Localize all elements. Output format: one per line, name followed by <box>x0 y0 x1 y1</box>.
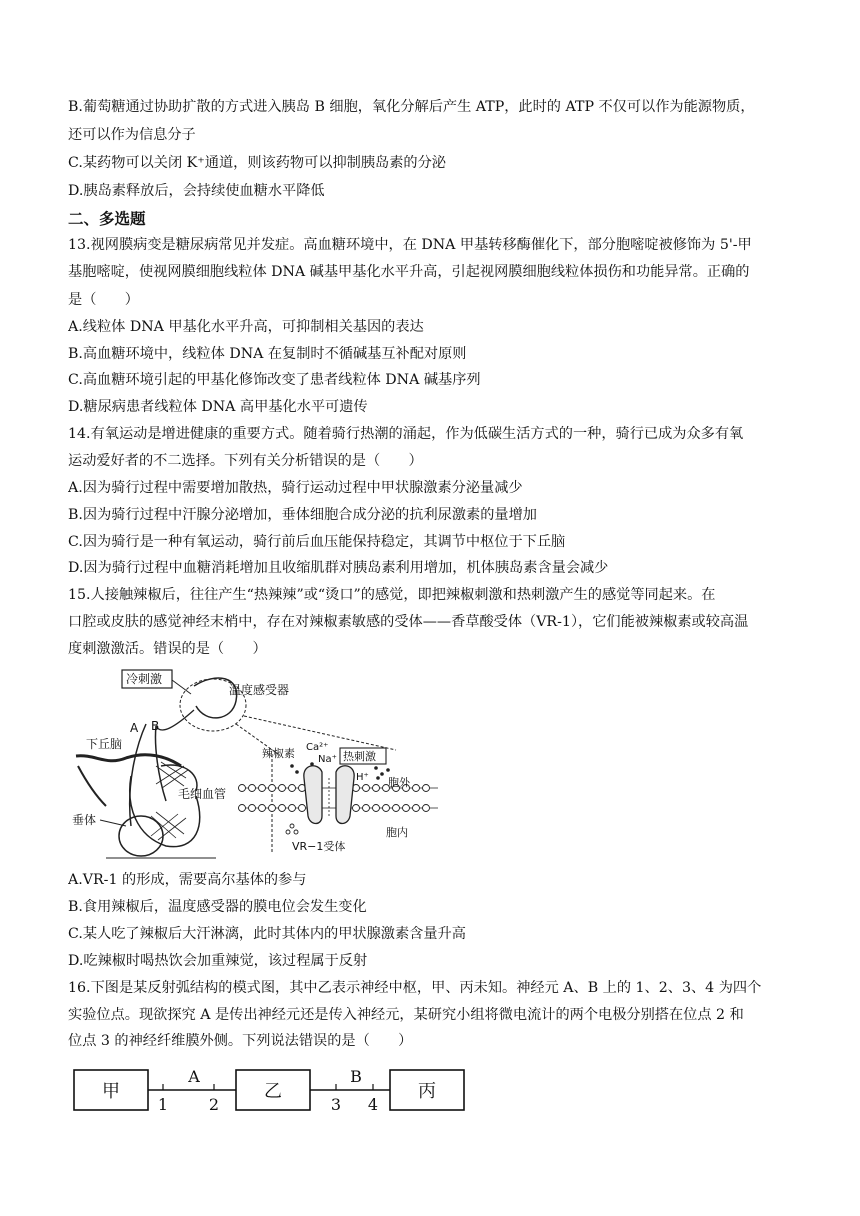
q13-stem-line1: 13.视网膜病变是糖尿病常见并发症。高血糖环境中，在 DNA 甲基转移酶催化下，部分胞嘧啶被修饰为 5'-甲 <box>68 237 752 253</box>
capsaicin-label: 辣椒素 <box>262 747 295 760</box>
q15-figure <box>66 666 496 868</box>
q13-option-d: D.糖尿病患者线粒体 DNA 高甲基化水平可遗传 <box>68 399 368 415</box>
q13-stem-line3: 是（ ） <box>68 292 139 308</box>
q15-stem-line2: 口腔或皮肤的感觉神经末梢中，存在对辣椒素敏感的受体——香草酸受体（VR-1），它们能被辣椒素或较高温 <box>68 614 749 630</box>
intracellular-label: 胞内 <box>386 826 408 839</box>
q13-option-a: A.线粒体 DNA 甲基化水平升高，可抑制相关基因的表达 <box>68 319 424 335</box>
heat-stimulus-label: 热刺激 <box>343 750 376 763</box>
q14-option-c: C.因为骑行是一种有氧运动，骑行前后血压能保持稳定，其调节中枢位于下丘脑 <box>68 534 566 550</box>
hypothalamus-label: 下丘脑 <box>86 737 123 751</box>
q14-option-b: B.因为骑行过程中汗腺分泌增加，垂体细胞合成分泌的抗利尿激素的量增加 <box>68 507 537 523</box>
site-4-label: 4 <box>367 1095 379 1114</box>
site-1-label: 1 <box>157 1095 169 1114</box>
q15-option-d: D.吃辣椒时喝热饮会加重辣觉，该过程属于反射 <box>68 953 368 969</box>
box-yi-label: 乙 <box>264 1081 282 1102</box>
cold-stimulus-label: 冷刺激 <box>126 672 163 686</box>
membrane-panel <box>238 742 438 853</box>
neuron-a-label: A <box>188 1067 200 1086</box>
pituitary-label: 垂体 <box>72 813 97 827</box>
site-3-label: 3 <box>330 1095 342 1114</box>
q15-option-c: C.某人吃了辣椒后大汗淋漓，此时其体内的甲状腺激素含量升高 <box>68 926 466 942</box>
neuron-b-label: B <box>350 1067 362 1086</box>
vr1-receptor-left <box>304 766 322 824</box>
extracellular-label: 胞外 <box>388 776 410 789</box>
q15-option-b: B.食用辣椒后，温度感受器的膜电位会发生变化 <box>68 899 367 915</box>
q16-stem-line2: 实验位点。现欲探究 A 是传出神经元还是传入神经元，某研究小组将微电流计的两个电极分别搭在位点 2 和 <box>68 1007 744 1023</box>
box-jia-label: 甲 <box>102 1081 120 1102</box>
q14-stem-line2: 运动爱好者的不二选择。下列有关分析错误的是（ ） <box>68 453 423 469</box>
capillary-label: 毛细血管 <box>178 787 227 801</box>
neuron-a-label: A <box>130 721 139 735</box>
sodium-label: Na⁺ <box>318 754 337 765</box>
q15-option-a: A.VR-1 的形成，需要高尔基体的参与 <box>68 872 307 888</box>
q12-option-b-line2: 还可以作为信息分子 <box>68 127 196 143</box>
vr1-receptor-right <box>336 766 354 824</box>
calcium-label: Ca²⁺ <box>306 742 329 753</box>
q13-stem-line2: 基胞嘧啶，使视网膜细胞线粒体 DNA 碱基甲基化水平升高，引起视网膜细胞线粒体损伤和功能异常。正确的 <box>68 264 750 280</box>
q12-option-d: D.胰岛素释放后，会持续使血糖水平降低 <box>68 183 325 199</box>
q15-stem-line1: 15.人接触辣椒后，往往产生“热辣辣”或“烫口”的感觉，即把辣椒刺激和热刺激产生的感觉等同起来。在 <box>68 587 716 603</box>
q16-stem-line1: 16.下图是某反射弧结构的模式图，其中乙表示神经中枢，甲、丙未知。神经元 A、B 上的 1、2、3、4 为四个 <box>68 980 762 996</box>
hydrogen-label: H⁺ <box>356 772 369 783</box>
vr1-receptor-label: VR−1受体 <box>292 840 346 853</box>
q16-stem-line3: 位点 3 的神经纤维膜外侧。下列说法错误的是（ ） <box>68 1033 413 1049</box>
neuron-b-label: B <box>151 719 160 733</box>
q12-option-b-line1: B.葡萄糖通过协助扩散的方式进入胰岛 B 细胞，氧化分解后产生 ATP，此时的 ATP 不仅可以作为能源物质， <box>68 99 755 115</box>
q12-option-c: C.某药物可以关闭 K⁺通道，则该药物可以抑制胰岛素的分泌 <box>68 155 446 171</box>
temperature-sensor-label: 温度感受器 <box>229 683 290 697</box>
q14-option-d: D.因为骑行过程中血糖消耗增加且收缩肌群对胰岛素利用增加，机体胰岛素含量会减少 <box>68 560 609 576</box>
q13-option-c: C.高血糖环境引起的甲基化修饰改变了患者线粒体 DNA 碱基序列 <box>68 372 481 388</box>
box-bing-label: 丙 <box>418 1081 436 1102</box>
section-title: 二、多选题 <box>68 210 146 228</box>
capillary-network <box>151 762 188 840</box>
q15-stem-line3: 度刺激激活。错误的是（ ） <box>68 641 267 657</box>
q16-reflex-arc-figure <box>70 1062 470 1122</box>
q13-option-b: B.高血糖环境中，线粒体 DNA 在复制时不循碱基互补配对原则 <box>68 346 467 362</box>
site-2-label: 2 <box>208 1095 220 1114</box>
q14-stem-line1: 14.有氧运动是增进健康的重要方式。随着骑行热潮的涌起，作为低碳生活方式的一种，骑行已成为众多有氧 <box>68 426 744 442</box>
q14-option-a: A.因为骑行过程中需要增加散热，骑行运动过程中甲状腺激素分泌量减少 <box>68 480 523 496</box>
